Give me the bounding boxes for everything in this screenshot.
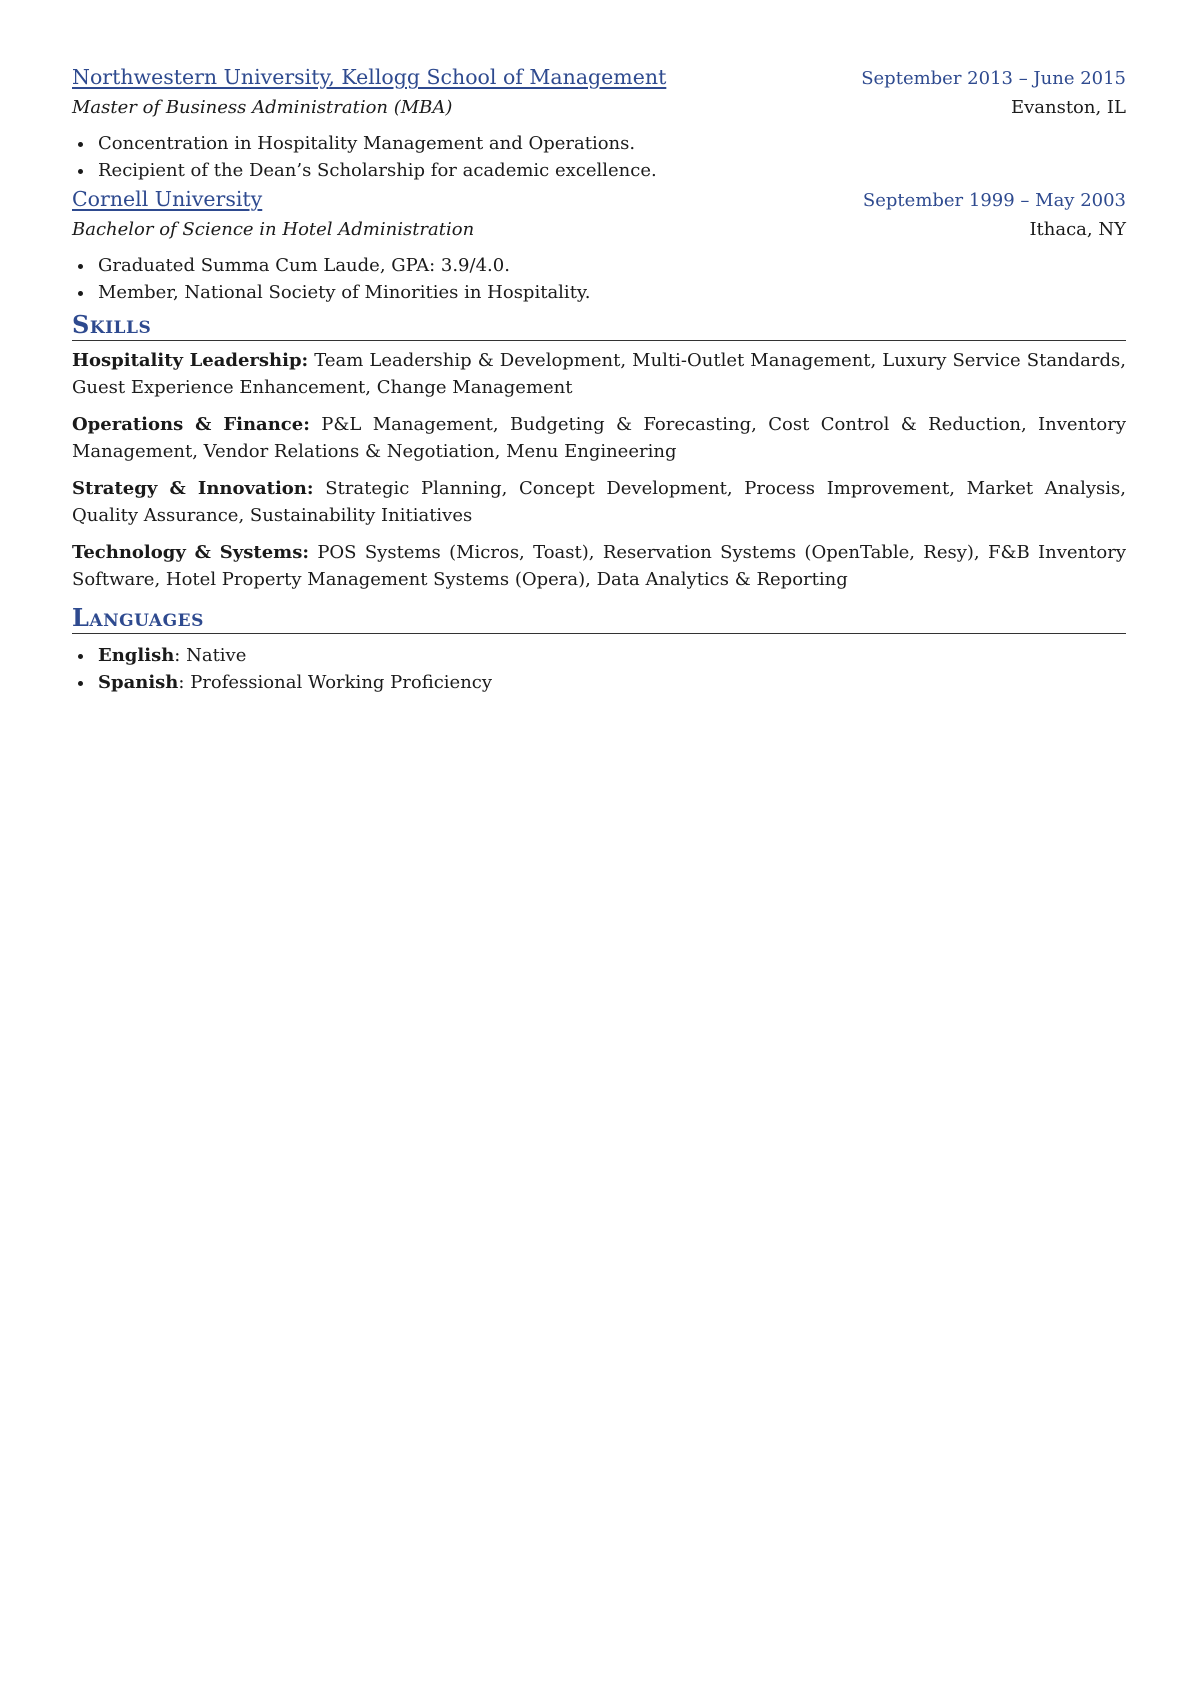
education-location: Evanston, IL	[1010, 97, 1126, 118]
language-name: English	[98, 645, 175, 666]
education-entry	[72, 62, 1126, 184]
education-dates: September 1999 – May 2003	[862, 190, 1126, 211]
degree-title: Bachelor of Science in Hotel Administration	[72, 219, 475, 240]
list-item: Recipient of the Dean’s Scholarship for academic excellence.	[72, 157, 1126, 184]
education-entry	[72, 184, 1126, 306]
skill-group	[72, 411, 1126, 465]
skill-group	[72, 539, 1126, 593]
education-header-row	[72, 62, 1126, 94]
education-degree-row	[72, 94, 1126, 122]
skill-group-label: Technology & Systems:	[72, 542, 309, 563]
education-dates: September 2013 – June 2015	[861, 68, 1126, 89]
education-header-row	[72, 184, 1126, 216]
language-name: Spanish	[98, 672, 179, 693]
list-item	[72, 642, 1126, 669]
school-link[interactable]: Northwestern University, Kellogg School of Management	[72, 65, 667, 89]
list-item: Graduated Summa Cum Laude, GPA: 3.9/4.0.	[72, 252, 1126, 279]
degree-title: Master of Business Administration (MBA)	[72, 97, 453, 118]
education-bullets	[72, 252, 1126, 306]
skill-group-label: Strategy & Innovation:	[72, 478, 314, 499]
skill-group-label: Hospitality Leadership:	[72, 350, 309, 371]
languages-list	[72, 642, 1126, 696]
skill-group	[72, 475, 1126, 529]
language-level: : Native	[174, 645, 247, 666]
skill-group-text: POS Systems (Micros, Toast), Reservation Systems (OpenTable, Resy), F&B Inventory Software, Hotel Property Management Systems (Opera), Data Analytics & Reporting	[72, 542, 1126, 590]
education-bullets	[72, 130, 1126, 184]
skills-section-title: Skills	[72, 310, 1126, 341]
education-location: Ithaca, NY	[1029, 219, 1126, 240]
education-degree-row	[72, 216, 1126, 244]
skill-group	[72, 347, 1126, 401]
language-level: : Professional Working Proficiency	[178, 672, 493, 693]
languages-section-title: Languages	[72, 603, 1126, 634]
resume-page	[72, 62, 1126, 696]
school-link[interactable]: Cornell University	[72, 187, 263, 211]
list-item: Member, National Society of Minorities in Hospitality.	[72, 279, 1126, 306]
skill-group-text: Team Leadership & Development, Multi-Outlet Management, Luxury Service Standards, Guest Experience Enhancement, Change Management	[72, 350, 1126, 398]
list-item: Concentration in Hospitality Management and Operations.	[72, 130, 1126, 157]
skill-group-text: Strategic Planning, Concept Development, Process Improvement, Market Analysis, Quality Assurance, Sustainability Initiatives	[72, 478, 1126, 526]
skill-group-text: P&L Management, Budgeting & Forecasting, Cost Control & Reduction, Inventory Management, Vendor Relations & Negotiation, Menu Engineering	[72, 414, 1127, 462]
skill-group-label: Operations & Finance:	[72, 414, 310, 435]
list-item	[72, 669, 1126, 696]
